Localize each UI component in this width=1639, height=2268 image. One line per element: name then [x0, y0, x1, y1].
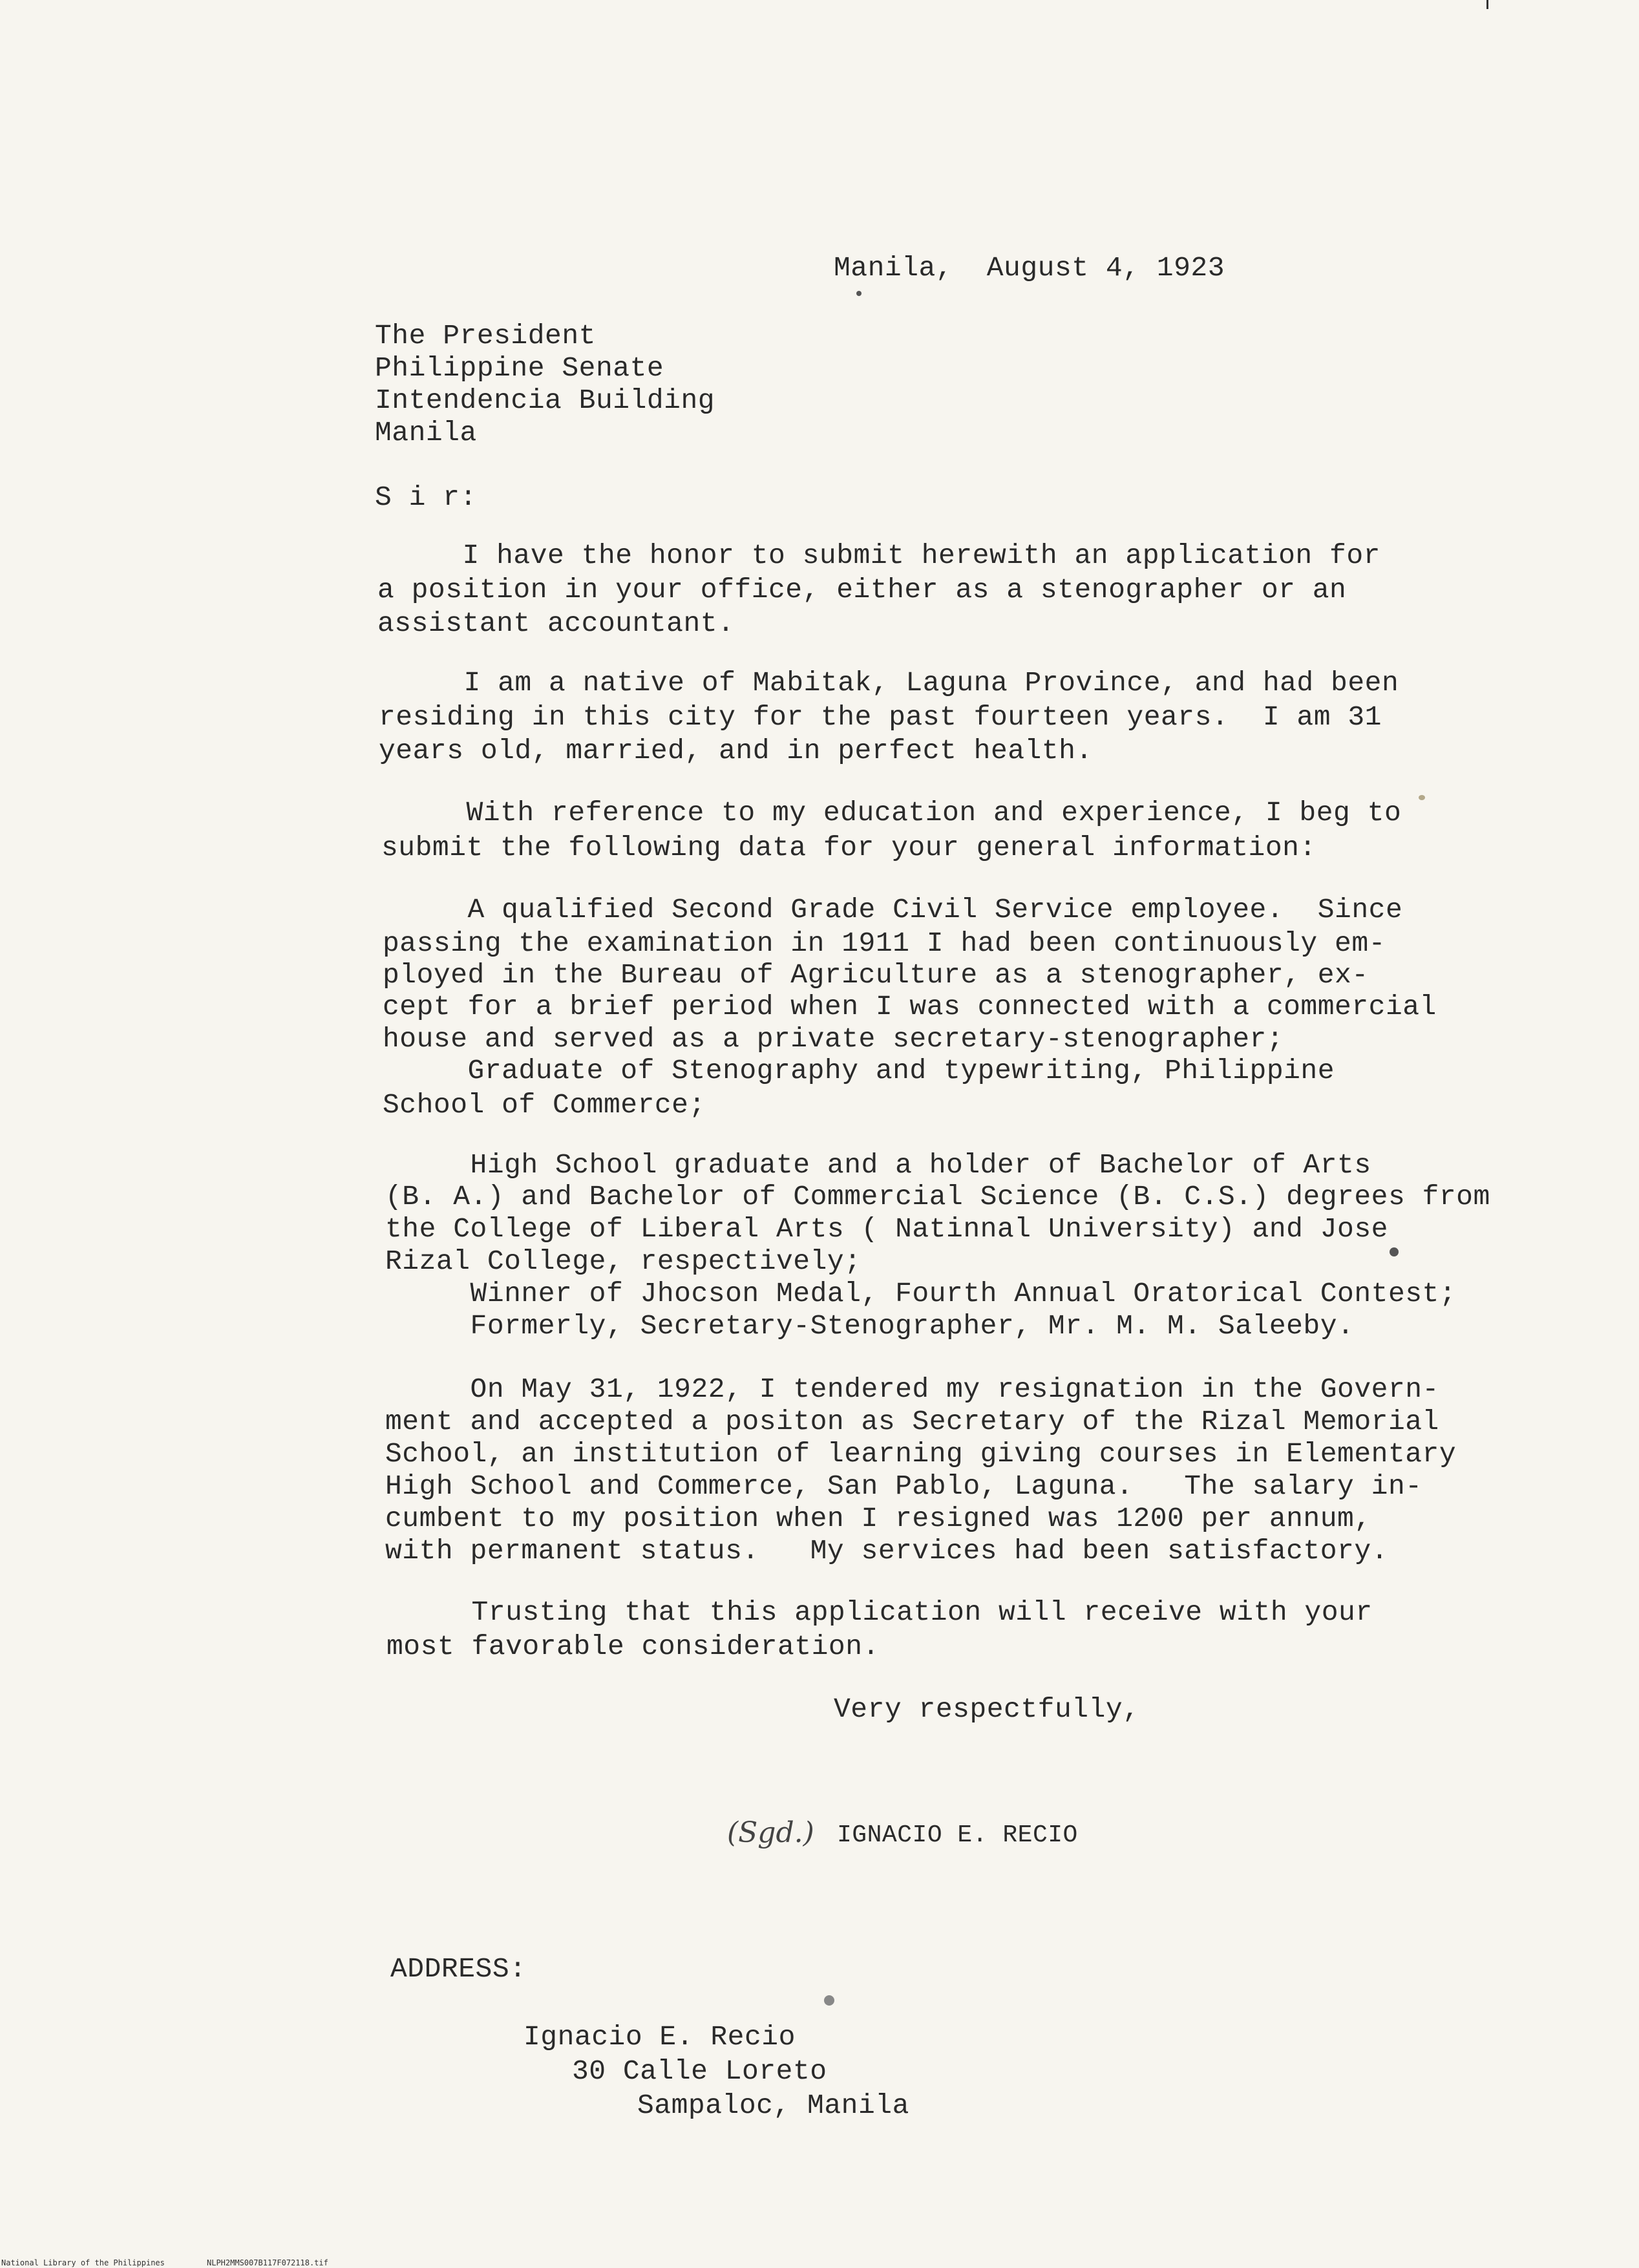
paragraph-line: On May 31, 1922, I tendered my resignation in the Govern-	[385, 1373, 1439, 1405]
address-line: 30 Calle Loreto	[572, 2055, 827, 2087]
ink-speck	[1419, 795, 1425, 800]
paragraph-line: submit the following data for your general information:	[381, 832, 1316, 864]
paragraph-line: ployed in the Bureau of Agriculture as a stenographer, ex-	[383, 959, 1369, 991]
paragraph-line: High School graduate and a holder of Bachelor of Arts	[385, 1149, 1371, 1181]
paragraph-line: A qualified Second Grade Civil Service employee. Since	[383, 894, 1403, 926]
paragraph-line: residing in this city for the past fourteen years. I am 31	[379, 701, 1382, 733]
paragraph-line: cumbent to my position when I resigned was 1200 per annum,	[385, 1503, 1371, 1534]
paragraph-line: I have the honor to submit herewith an application for	[377, 540, 1380, 571]
paragraph-line: Graduate of Stenography and typewriting, Philippine	[383, 1055, 1335, 1086]
footer-library: National Library of the Philippines	[1, 2258, 165, 2267]
paragraph-line: passing the examination in 1911 I had been continuously em-	[383, 927, 1386, 959]
paragraph-line: School of Commerce;	[383, 1089, 706, 1121]
paragraph-line: Trusting that this application will receive with your	[386, 1596, 1373, 1628]
paragraph-line: School, an institution of learning giving courses in Elementary	[385, 1438, 1457, 1470]
paragraph-line: cept for a brief period when I was connected with a commercial	[383, 991, 1437, 1023]
ink-speck	[856, 291, 862, 296]
address-label: ADDRESS:	[390, 1953, 527, 1985]
signature-typed: IGNACIO E. RECIO	[837, 1821, 1078, 1849]
recipient-line: Intendencia Building	[375, 385, 715, 416]
dateline: Manila, August 4, 1923	[834, 252, 1225, 284]
paragraph-line: with permanent status. My services had been satisfactory.	[385, 1535, 1388, 1567]
paragraph-line: ment and accepted a positon as Secretary of the Rizal Memorial	[385, 1406, 1439, 1437]
paragraph-line: a position in your office, either as a stenographer or an	[377, 574, 1347, 606]
paragraph-line: the College of Liberal Arts ( Natinnal University) and Jose	[385, 1213, 1388, 1245]
address-line: Sampaloc, Manila	[637, 2090, 909, 2121]
edge-mark	[1486, 0, 1488, 9]
paragraph-line: I am a native of Mabitak, Laguna Province, and had been	[379, 667, 1399, 699]
signature-handwritten: (Sgd.)	[727, 1816, 814, 1849]
recipient-line: The President	[375, 320, 596, 352]
paragraph-line: High School and Commerce, San Pablo, Laguna. The salary in-	[385, 1470, 1422, 1502]
address-line: Ignacio E. Recio	[523, 2021, 796, 2053]
paragraph-line: Rizal College, respectively;	[385, 1245, 862, 1277]
footer-file-id: NLPH2MMS007B117F072118.tif	[207, 2258, 328, 2267]
closing: Very respectfully,	[834, 1693, 1140, 1725]
paragraph-line: Formerly, Secretary-Stenographer, Mr. M. M. Saleeby.	[385, 1310, 1355, 1342]
ink-speck	[1390, 1247, 1399, 1256]
recipient-line: Manila	[375, 417, 477, 449]
paragraph-line: house and served as a private secretary-stenographer;	[383, 1023, 1284, 1055]
ink-speck	[824, 1995, 834, 2006]
paragraph-line: most favorable consideration.	[386, 1631, 880, 1662]
paragraph-line: With reference to my education and experience, I beg to	[381, 797, 1402, 829]
paragraph-line: Winner of Jhocson Medal, Fourth Annual Oratorical Contest;	[385, 1278, 1457, 1309]
paragraph-line: assistant accountant.	[377, 608, 735, 639]
recipient-line: Philippine Senate	[375, 352, 664, 384]
salutation: S i r:	[375, 482, 477, 513]
paragraph-line: years old, married, and in perfect health.	[379, 735, 1093, 767]
paragraph-line: (B. A.) and Bachelor of Commercial Science (B. C.S.) degrees from	[385, 1181, 1490, 1213]
